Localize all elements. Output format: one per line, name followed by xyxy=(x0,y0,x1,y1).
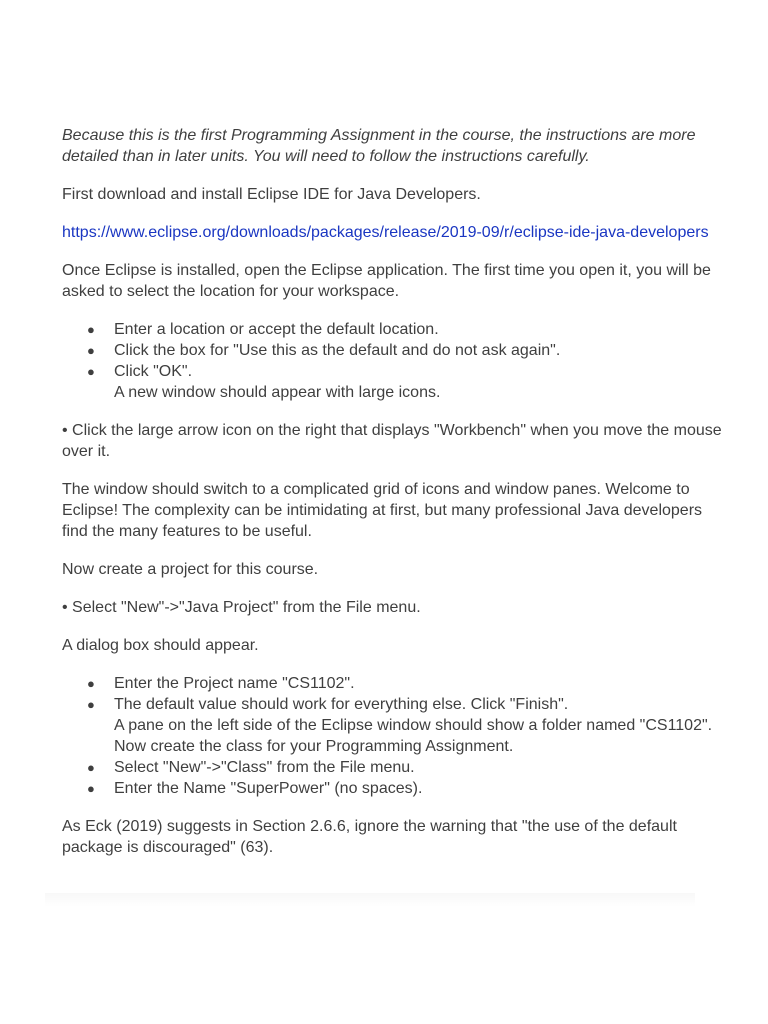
intro-paragraph: Because this is the first Programming Assignment in the course, the instructions are more detailed than in later units. You will need to follow the instructions carefully. xyxy=(62,127,696,165)
list-item-subtext: A pane on the left side of the Eclipse window should show a folder named "CS1102". Now create the class for your Programming Assignment. xyxy=(114,717,713,755)
bullet-icon: ● xyxy=(87,343,95,358)
list-item xyxy=(62,778,724,799)
bullet-icon: ● xyxy=(87,322,95,337)
project-steps-list xyxy=(62,673,724,799)
workbench-paragraph: • Click the large arrow icon on the right that displays "Workbench" when you move the mouse over it. xyxy=(62,422,722,460)
bullet-icon: ● xyxy=(87,781,95,796)
create-project-paragraph: Now create a project for this course. xyxy=(62,561,319,578)
list-item xyxy=(62,340,724,361)
download-paragraph: First download and install Eclipse IDE for Java Developers. xyxy=(62,186,481,203)
list-item-text: Enter a location or accept the default location. xyxy=(114,321,439,338)
list-item-text: Enter the Name "SuperPower" (no spaces). xyxy=(114,780,423,797)
list-item-text: The default value should work for everything else. Click "Finish". xyxy=(114,696,569,713)
list-item-text: Select "New"->"Class" from the File menu. xyxy=(114,759,415,776)
list-item-text: Enter the Project name "CS1102". xyxy=(114,675,355,692)
list-item-subtext: A new window should appear with large icons. xyxy=(114,384,441,401)
window-switch-paragraph: The window should switch to a complicated grid of icons and window panes. Welcome to Eclipse! The complexity can be intimidating at first, but many professional Java developers find the many features to be useful. xyxy=(62,481,703,540)
list-item xyxy=(62,319,724,340)
bullet-icon: ● xyxy=(87,364,95,379)
bullet-icon: ● xyxy=(87,760,95,775)
workspace-steps-list xyxy=(62,319,724,403)
list-item-text: Click the box for "Use this as the default and do not ask again". xyxy=(114,342,561,359)
list-item xyxy=(62,673,724,694)
eck-paragraph: As Eck (2019) suggests in Section 2.6.6, ignore the warning that "the use of the default package is discouraged" (63). xyxy=(62,818,677,856)
list-item xyxy=(62,361,724,403)
dialog-paragraph: A dialog box should appear. xyxy=(62,637,259,654)
list-item xyxy=(62,694,724,757)
bullet-icon: ● xyxy=(87,676,95,691)
list-item xyxy=(62,757,724,778)
list-item-text: Click "OK". xyxy=(114,363,193,380)
select-new-paragraph: • Select "New"->"Java Project" from the File menu. xyxy=(62,599,421,616)
eclipse-link-paragraph xyxy=(62,222,724,243)
page-bottom-divider xyxy=(45,893,695,907)
bullet-icon: ● xyxy=(87,697,95,712)
document-page xyxy=(62,125,724,875)
eclipse-installed-paragraph: Once Eclipse is installed, open the Eclipse application. The first time you open it, you will be asked to select the location for your workspace. xyxy=(62,262,711,300)
eclipse-download-link[interactable]: https://www.eclipse.org/downloads/packages/release/2019-09/r/eclipse-ide-java-developers xyxy=(62,224,709,241)
